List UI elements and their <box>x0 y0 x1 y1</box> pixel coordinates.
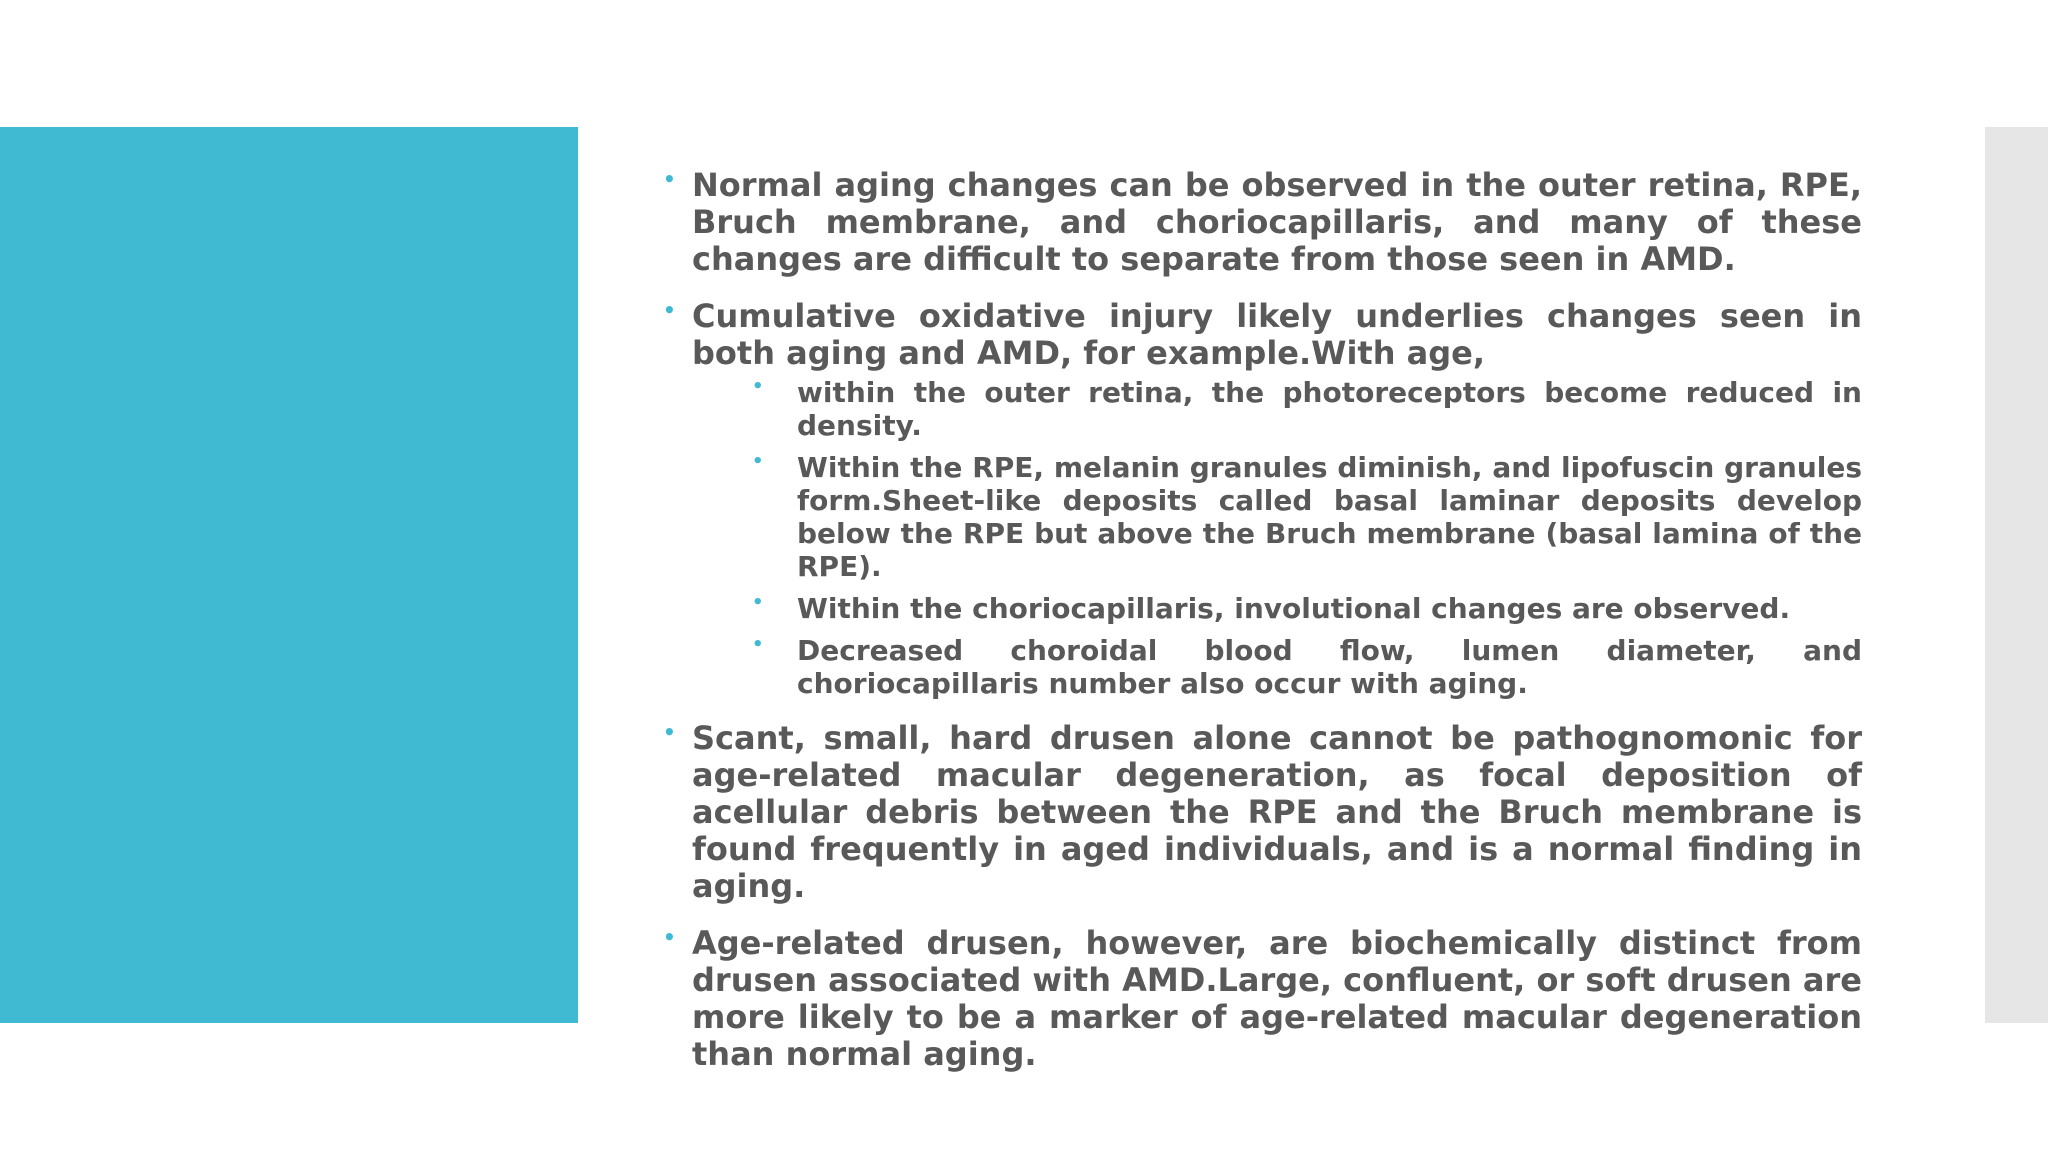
bullet-dot-icon: • <box>752 634 764 655</box>
bullet-dot-icon: • <box>752 451 764 472</box>
bullet-item-1 <box>660 167 1862 278</box>
sub-bullet-item-3 <box>692 592 1862 625</box>
bullet-dot-icon: • <box>663 720 676 744</box>
bullet-text: Scant, small, hard drusen alone cannot be pathognomonic for age-related macular degeneration, as focal deposition of acellular debris between the RPE and the Bruch membrane is found frequently in aged individuals, and is a normal finding in aging. <box>692 719 1862 905</box>
sub-bullet-item-2 <box>692 451 1862 583</box>
sub-bullet-item-4 <box>692 634 1862 700</box>
bullet-item-4 <box>660 925 1862 1073</box>
bullet-text: Normal aging changes can be observed in the outer retina, RPE, Bruch membrane, and choriocapillaris, and many of these changes are difficult to separate from those seen in AMD. <box>692 166 1862 278</box>
side-strip <box>1985 127 2048 1023</box>
sub-bullet-text: within the outer retina, the photoreceptors become reduced in density. <box>797 376 1862 442</box>
accent-panel <box>0 127 578 1023</box>
bullet-dot-icon: • <box>663 298 676 322</box>
bullet-list <box>660 167 1862 1073</box>
sub-bullet-text: Within the choriocapillaris, involutional changes are observed. <box>797 592 1791 625</box>
sub-bullet-text: Within the RPE, melanin granules diminish, and lipofuscin granules form.Sheet-like deposits called basal laminar deposits develop below the RPE but above the Bruch membrane (basal lamina of the RPE). <box>797 451 1862 583</box>
bullet-dot-icon: • <box>663 925 676 949</box>
slide-content <box>660 167 1862 1093</box>
sub-bullet-text: Decreased choroidal blood flow, lumen diameter, and choriocapillaris number also occur with aging. <box>797 634 1862 700</box>
sub-bullet-list <box>692 376 1862 700</box>
bullet-text: Cumulative oxidative injury likely underlies changes seen in both aging and AMD, for example.With age, <box>692 297 1862 372</box>
bullet-item-3 <box>660 720 1862 905</box>
bullet-item-2 <box>660 298 1862 700</box>
sub-bullet-item-1 <box>692 376 1862 442</box>
bullet-dot-icon: • <box>663 167 676 191</box>
bullet-text: Age-related drusen, however, are biochemically distinct from drusen associated with AMD.Large, confluent, or soft drusen are more likely to be a marker of age-related macular degeneration than normal aging. <box>692 924 1862 1073</box>
bullet-dot-icon: • <box>752 376 764 397</box>
bullet-dot-icon: • <box>752 592 764 613</box>
